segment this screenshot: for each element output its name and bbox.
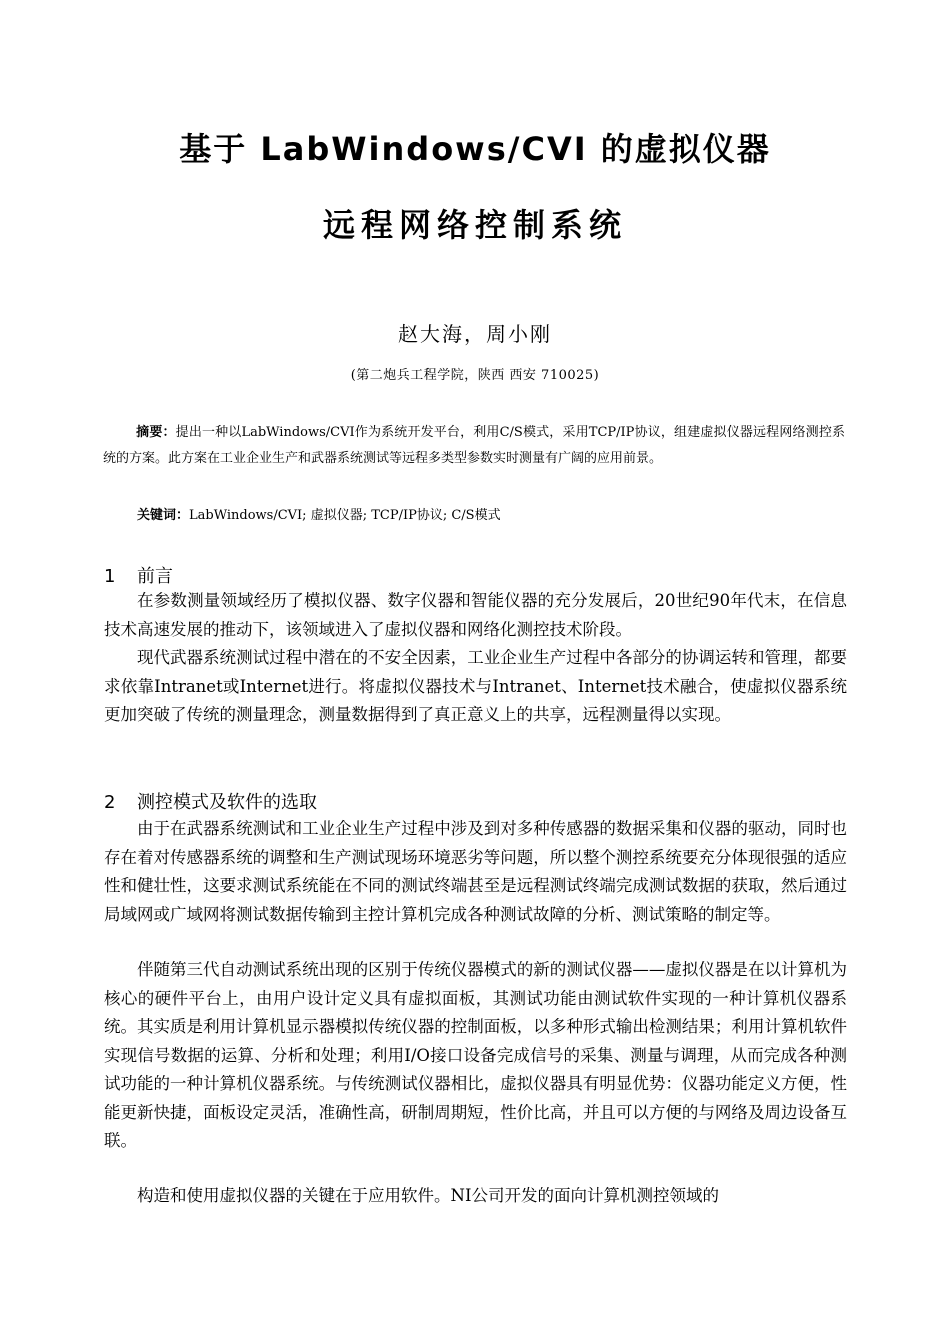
keywords-label: 关键词： — [137, 508, 190, 523]
section-number: 1 — [104, 566, 116, 587]
paragraph: 现代武器系统测试过程中潜在的不安全因素，工业企业生产过程中各部分的协调运转和管理，都要求依靠Intranet或Internet进行。将虚拟仪器技术与Intranet、Internet技术融合，使虚拟仪器系统更加突破了传统的测量理念，测量数据得到了真正意义上的共享，远程测量得以实现。 — [104, 648, 847, 724]
paragraph: 在参数测量领域经历了模拟仪器、数字仪器和智能仪器的充分发展后，20世纪90年代末，在信息技术高速发展的推动下，该领域进入了虚拟仪器和网络化测控技术阶段。 — [104, 591, 847, 639]
section-title: 测控模式及软件的选取 — [137, 792, 317, 813]
section-2-heading — [104, 788, 317, 814]
abstract-text: 提出一种以LabWindows/CVI作为系统开发平台，利用C/S模式，采用TCP/IP协议，组建虚拟仪器远程网络测控系统的方案。此方案在工业企业生产和武器系统测试等远程多类型参数实时测量有广阔的应用前景。 — [103, 425, 845, 466]
abstract-label: 摘要： — [136, 425, 176, 440]
section-title: 前言 — [137, 566, 173, 587]
section-1-heading — [104, 562, 173, 588]
paragraph: 由于在武器系统测试和工业企业生产过程中涉及到对多种传感器的数据采集和仪器的驱动，同时也存在着对传感器系统的调整和生产测试现场环境恶劣等问题，所以整个测控系统要充分体现很强的适应性和健壮性，这要求测试系统能在不同的测试终端甚至是远程测试终端完成测试数据的获取，然后通过局域网或广域网将测试数据传输到主控计算机完成各种测试故障的分析、测试策略的制定等。 — [104, 819, 847, 924]
paragraph: 伴随第三代自动测试系统出现的区别于传统仪器模式的新的测试仪器——虚拟仪器是在以计算机为核心的硬件平台上，由用户设计定义具有虚拟面板，其测试功能由测试软件实现的一种计算机仪器系统。其实质是利用计算机显示器模拟传统仪器的控制面板，以多种形式输出检测结果；利用计算机软件实现信号数据的运算、分析和处理；利用I/O接口设备完成信号的采集、测量与调理，从而完成各种测试功能的一种计算机仪器系统。与传统测试仪器相比，虚拟仪器具有明显优势：仪器功能定义方便，性能更新快捷，面板设定灵活，准确性高，研制周期短，性价比高，并且可以方便的与网络及周边设备互联。 — [104, 960, 847, 1150]
section-number: 2 — [104, 792, 116, 813]
abstract — [103, 420, 845, 472]
author-affiliation: (第二炮兵工程学院，陕西 西安 710025) — [350, 368, 600, 383]
keywords — [137, 505, 845, 527]
paragraph: 构造和使用虚拟仪器的关键在于应用软件。NI公司开发的面向计算机测控领域的 — [137, 1186, 719, 1205]
author-list: 赵大海，周小刚 — [398, 322, 552, 346]
keywords-text: LabWindows/CVI; 虚拟仪器; TCP/IP协议; C/S模式 — [189, 508, 501, 523]
paper-title-line1: 基于 LabWindows/CVI 的虚拟仪器 — [179, 130, 771, 168]
paper-title-line2: 远程网络控制系统 — [322, 206, 627, 244]
